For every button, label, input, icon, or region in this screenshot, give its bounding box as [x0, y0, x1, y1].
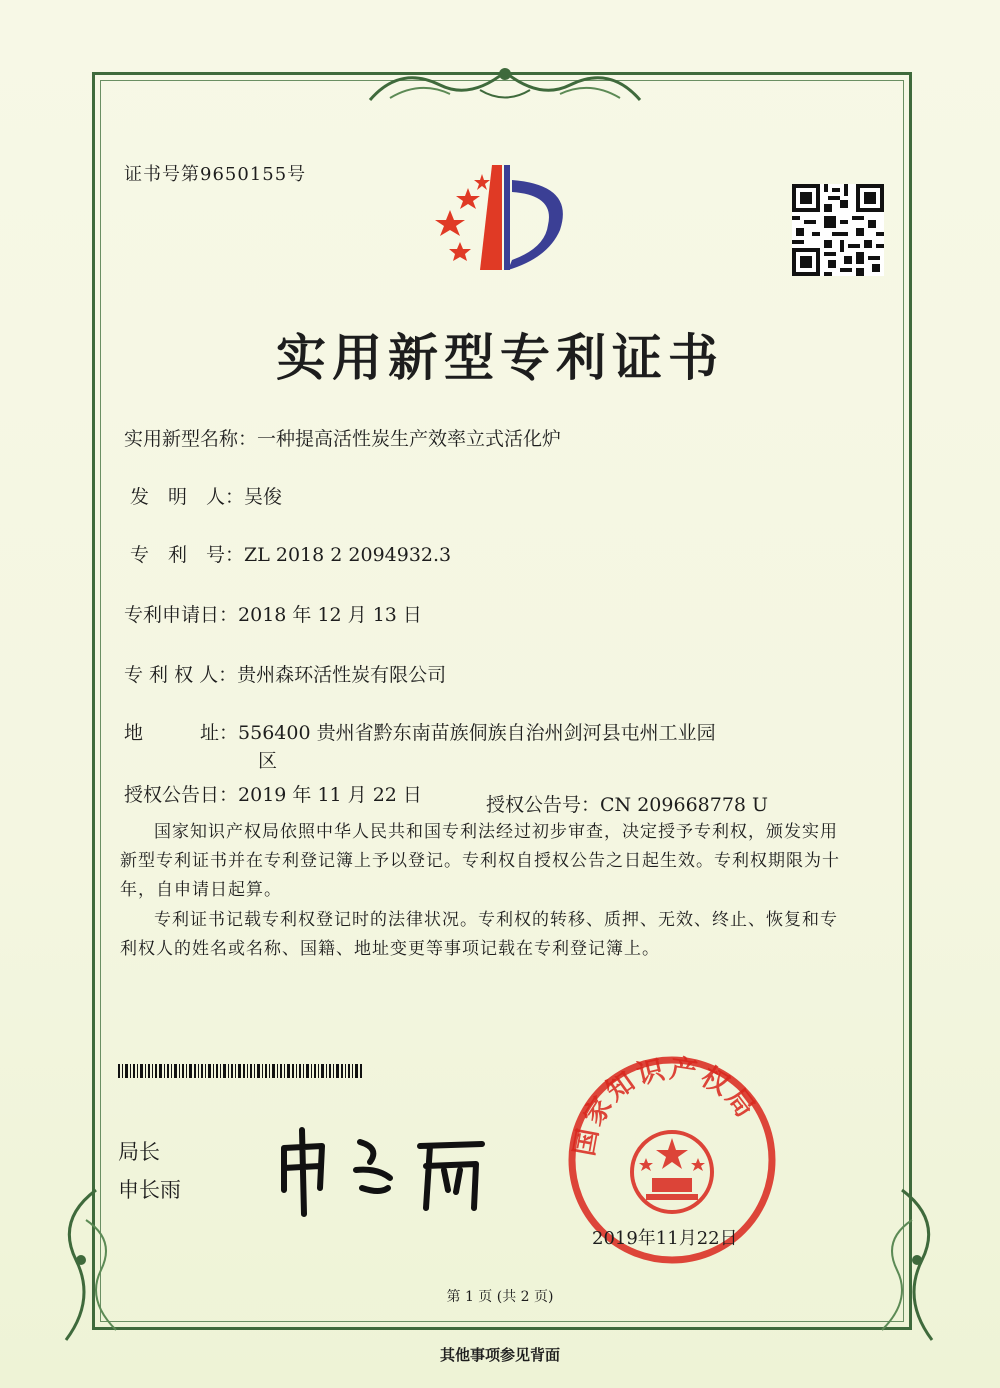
patent-number-value: ZL 2018 2 2094932.3 [244, 544, 452, 566]
certificate-title: 实用新型专利证书 [276, 329, 724, 387]
patent-number-row [130, 540, 451, 567]
svg-text:国家知识产权局: 国家知识产权局 [568, 1054, 763, 1159]
address-value-line2: 区 [258, 750, 278, 772]
utility-name-value: 一种提高活性炭生产效率立式活化炉 [257, 428, 562, 450]
bottom-left-ornament [46, 1180, 166, 1350]
grant-number-value: CN 209668778 U [600, 794, 769, 816]
grant-date-row [124, 780, 422, 807]
utility-name-row [124, 424, 561, 451]
grant-date-label: 授权公告日： [124, 784, 239, 806]
grant-date-value: 2019 年 11 月 22 日 [238, 784, 422, 806]
body-paragraph-1: 国家知识产权局依照中华人民共和国专利法经过初步审查，决定授予专利权，颁发实用新型专利证书并在专利登记簿上予以登记。专利权自授权公告之日起生效。专利权期限为十年，自申请日起算。 [120, 822, 840, 900]
patent-number-label: 专 利 号： [130, 544, 245, 566]
qr-code-icon [792, 184, 884, 276]
address-value-line1: 556400 贵州省黔东南苗族侗族自治州剑河县屯州工业园 [238, 722, 716, 744]
inventor-label: 发 明 人： [130, 486, 245, 508]
patentee-row [124, 660, 446, 687]
director-title: 局长 [118, 1140, 160, 1164]
patentee-value: 贵州森环活性炭有限公司 [237, 664, 447, 686]
page-indicator: 第 1 页 (共 2 页) [446, 1289, 554, 1305]
application-date-value: 2018 年 12 月 13 日 [238, 604, 422, 626]
director-signature [270, 1118, 490, 1218]
grant-number-row [486, 790, 768, 817]
director-name: 申长雨 [118, 1178, 181, 1202]
inventor-row [130, 482, 282, 509]
application-date-row [124, 600, 422, 627]
certificate-number: 证书号第9650155号 [124, 164, 307, 185]
application-date-label: 专利申请日： [124, 604, 239, 626]
cnipa-logo-icon [430, 160, 580, 280]
seal-date: 2019年11月22日 [592, 1228, 738, 1249]
top-ornament [360, 60, 650, 110]
utility-name-label: 实用新型名称： [124, 428, 258, 450]
bottom-right-ornament [832, 1180, 952, 1350]
barcode-icon [118, 1064, 362, 1078]
back-note: 其他事项参见背面 [439, 1346, 560, 1364]
grant-number-label: 授权公告号： [486, 794, 601, 816]
address-label: 地 址： [124, 722, 239, 744]
inventor-value: 吴俊 [244, 486, 283, 508]
body-paragraph-2: 专利证书记载专利权登记时的法律状况。专利权的转移、质押、无效、终止、恢复和专利权人的姓名或名称、国籍、地址变更等事项记载在专利登记簿上。 [120, 910, 838, 959]
patentee-label: 专 利 权 人： [124, 664, 238, 686]
address-row [124, 718, 716, 745]
